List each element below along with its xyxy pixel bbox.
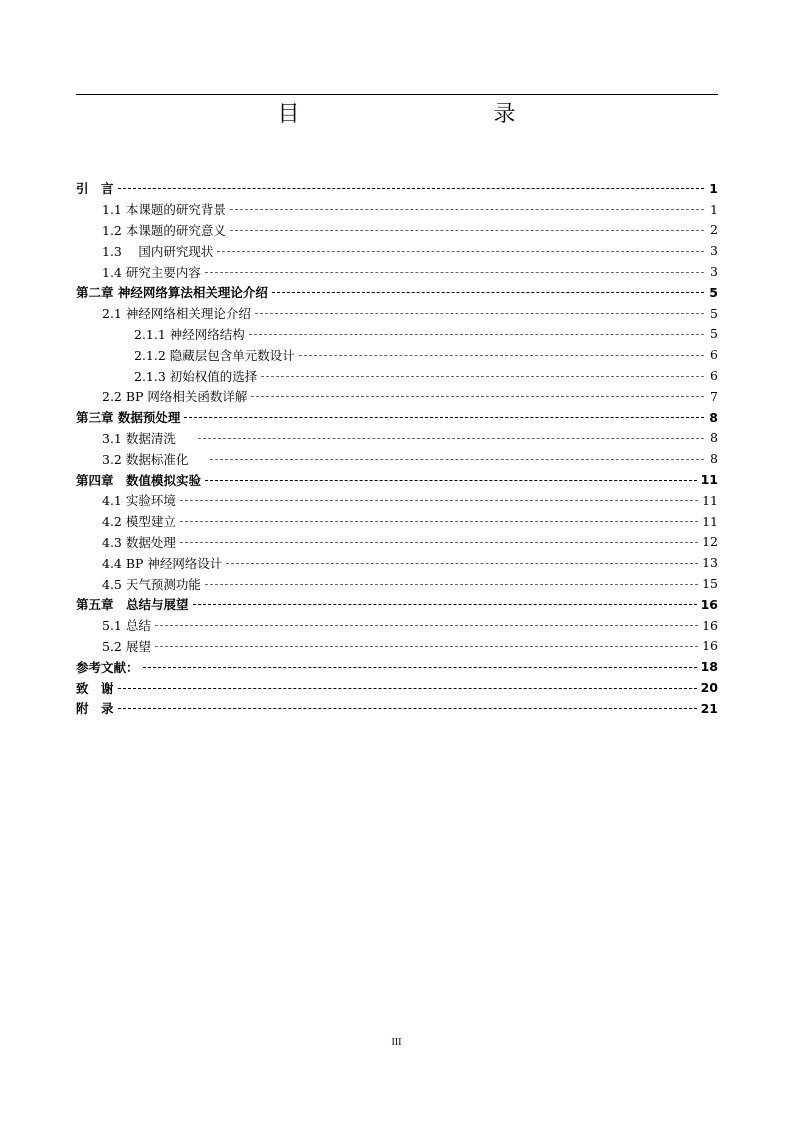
toc-entry-page: 18 — [700, 659, 718, 675]
toc-dot-leader — [251, 396, 704, 397]
toc-section-entry[interactable] — [76, 324, 718, 345]
toc-dot-leader — [180, 542, 698, 543]
toc-dot-leader — [299, 355, 704, 356]
toc-dot-leader — [210, 459, 704, 460]
toc-section-entry[interactable] — [76, 490, 718, 511]
toc-entry-label: 4.4 BP 神经网络设计 — [102, 555, 223, 571]
table-of-contents — [76, 178, 718, 719]
toc-entry-page: 21 — [700, 700, 718, 716]
toc-section-entry[interactable] — [76, 636, 718, 657]
toc-entry-label: 1.2 本课题的研究意义 — [102, 222, 226, 238]
toc-chapter-entry[interactable] — [76, 594, 718, 615]
toc-entry-page: 16 — [700, 596, 718, 612]
toc-entry-page: 2 — [710, 222, 718, 238]
toc-entry-page: 11 — [702, 492, 718, 508]
toc-entry-label: 第四章 数值模拟实验 — [76, 472, 202, 488]
toc-entry-label: 5.1 总结 — [102, 618, 151, 634]
toc-section-entry[interactable] — [76, 386, 718, 407]
toc-entry-page: 11 — [702, 513, 718, 529]
toc-section-entry[interactable] — [76, 220, 718, 241]
toc-chapter-entry[interactable] — [76, 178, 718, 199]
toc-chapter-entry[interactable] — [76, 698, 718, 719]
toc-dot-leader — [205, 272, 704, 273]
toc-dot-leader — [184, 417, 704, 418]
toc-section-entry[interactable] — [76, 365, 718, 386]
toc-entry-page: 5 — [710, 326, 718, 342]
toc-dot-leader — [230, 209, 704, 210]
toc-entry-label: 1.4 研究主要内容 — [102, 264, 201, 280]
toc-entry-page: 15 — [702, 576, 718, 592]
toc-section-entry[interactable] — [76, 199, 718, 220]
header-rule — [76, 94, 718, 95]
toc-entry-page: 1 — [709, 180, 718, 196]
toc-entry-label: 3.1 数据清洗 — [102, 430, 176, 446]
toc-entry-page: 12 — [702, 534, 718, 550]
toc-entry-label: 引 言 — [76, 181, 114, 197]
toc-entry-page: 16 — [702, 638, 718, 654]
toc-entry-page: 13 — [702, 555, 718, 571]
toc-entry-label: 第二章 神经网络算法相关理论介绍 — [76, 285, 268, 301]
toc-section-entry[interactable] — [76, 428, 718, 449]
toc-entry-label: 4.1 实验环境 — [102, 493, 176, 509]
page-number: III — [391, 1037, 402, 1048]
toc-section-entry[interactable] — [76, 552, 718, 573]
toc-dot-leader — [230, 230, 704, 231]
toc-entry-page: 5 — [709, 284, 718, 300]
toc-entry-label: 5.2 展望 — [102, 638, 151, 654]
toc-entry-page: 1 — [710, 201, 718, 217]
toc-dot-leader — [255, 313, 704, 314]
toc-entry-label: 2.1.2 隐藏层包含单元数设计 — [134, 347, 295, 363]
toc-dot-leader — [272, 292, 704, 293]
toc-chapter-entry[interactable] — [76, 282, 718, 303]
toc-chapter-entry[interactable] — [76, 407, 718, 428]
toc-entry-label: 2.2 BP 网络相关函数详解 — [102, 389, 248, 405]
toc-title: 目 录 — [277, 102, 566, 127]
toc-entry-page: 20 — [700, 680, 718, 696]
toc-chapter-entry[interactable] — [76, 656, 718, 677]
toc-dot-leader — [118, 188, 704, 189]
toc-chapter-entry[interactable] — [76, 677, 718, 698]
toc-section-entry[interactable] — [76, 344, 718, 365]
toc-dot-leader — [205, 480, 697, 481]
toc-section-entry[interactable] — [76, 511, 718, 532]
toc-entry-label: 2.1.1 神经网络结构 — [134, 326, 245, 342]
toc-entry-label: 参考文献： — [76, 659, 139, 675]
toc-section-entry[interactable] — [76, 240, 718, 261]
toc-section-entry[interactable] — [76, 303, 718, 324]
toc-entry-page: 8 — [709, 409, 718, 425]
toc-entry-label: 1.3 国内研究现状 — [102, 243, 214, 259]
toc-section-entry[interactable] — [76, 261, 718, 282]
toc-section-entry[interactable] — [76, 448, 718, 469]
toc-entry-label: 1.1 本课题的研究背景 — [102, 202, 226, 218]
toc-entry-label: 附 录 — [76, 701, 114, 717]
toc-dot-leader — [249, 334, 704, 335]
toc-entry-label: 第五章 总结与展望 — [76, 597, 189, 613]
toc-dot-leader — [217, 251, 704, 252]
toc-dot-leader — [198, 438, 704, 439]
toc-dot-leader — [143, 667, 697, 668]
toc-entry-page: 11 — [700, 472, 718, 488]
toc-section-entry[interactable] — [76, 573, 718, 594]
toc-entry-label: 4.2 模型建立 — [102, 514, 176, 530]
toc-entry-page: 3 — [710, 264, 718, 280]
toc-dot-leader — [118, 688, 697, 689]
toc-dot-leader — [261, 376, 704, 377]
toc-entry-page: 6 — [710, 347, 718, 363]
toc-dot-leader — [118, 708, 697, 709]
toc-entry-page: 5 — [710, 305, 718, 321]
toc-entry-page: 3 — [710, 243, 718, 259]
toc-section-entry[interactable] — [76, 532, 718, 553]
toc-dot-leader — [226, 563, 698, 564]
toc-dot-leader — [205, 584, 698, 585]
toc-entry-label: 4.3 数据处理 — [102, 534, 176, 550]
toc-entry-label: 第三章 数据预处理 — [76, 410, 181, 426]
toc-dot-leader — [155, 625, 698, 626]
toc-entry-label: 致 谢 — [76, 680, 114, 696]
toc-entry-page: 7 — [710, 388, 718, 404]
toc-entry-label: 3.2 数据标准化 — [102, 451, 189, 467]
toc-dot-leader — [180, 521, 698, 522]
toc-entry-page: 6 — [710, 368, 718, 384]
toc-entry-page: 16 — [702, 617, 718, 633]
toc-entry-page: 8 — [710, 430, 718, 446]
toc-entry-label: 2.1.3 初始权值的选择 — [134, 368, 258, 384]
toc-entry-page: 8 — [710, 451, 718, 467]
toc-entry-label: 2.1 神经网络相关理论介绍 — [102, 306, 251, 322]
toc-section-entry[interactable] — [76, 615, 718, 636]
toc-dot-leader — [193, 604, 697, 605]
toc-dot-leader — [155, 646, 698, 647]
toc-entry-label: 4.5 天气预测功能 — [102, 576, 201, 592]
toc-dot-leader — [180, 500, 698, 501]
toc-chapter-entry[interactable] — [76, 469, 718, 490]
